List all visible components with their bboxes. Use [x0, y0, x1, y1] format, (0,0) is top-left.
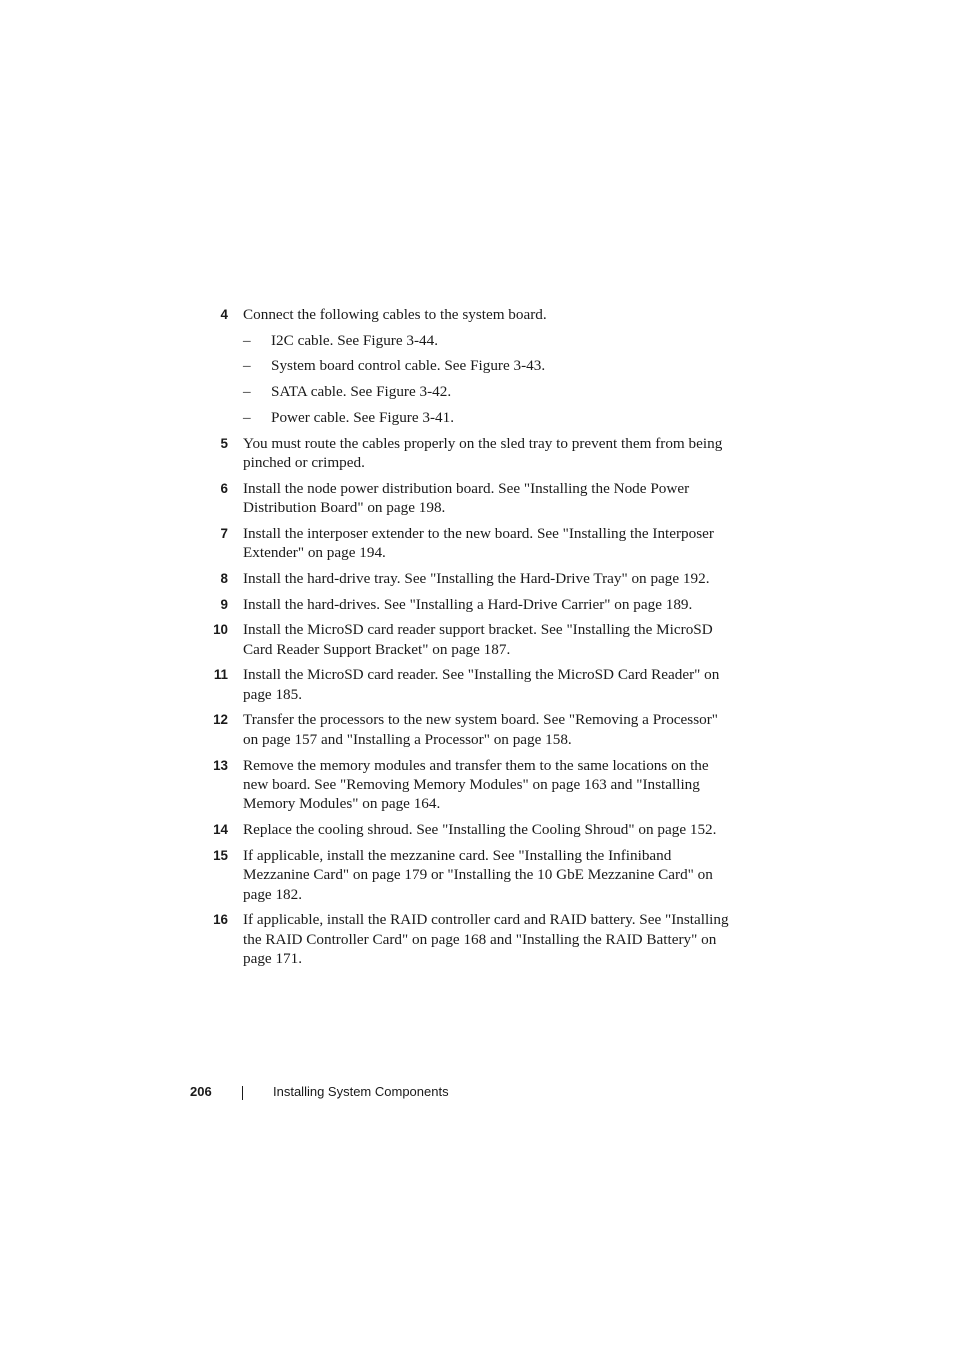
step-number: 8 [220, 570, 228, 586]
step-number: 12 [213, 712, 228, 728]
step-text: Install the MicroSD card reader. See "Installing the MicroSD Card Reader" on page 185. [243, 666, 720, 703]
step-15 [212, 846, 732, 904]
step-number: 11 [213, 667, 228, 683]
step-14 [212, 820, 732, 839]
step-text: Install the hard-drive tray. See "Installing the Hard-Drive Tray" on page 192. [243, 569, 710, 587]
cable-item-text: System board control cable. See Figure 3-43. [271, 357, 546, 375]
step-text: Connect the following cables to the system board. [243, 306, 547, 323]
step-7 [212, 524, 732, 563]
dash-bullet: – [243, 408, 251, 426]
step-number: 16 [213, 912, 228, 928]
cable-item-text: Power cable. See Figure 3-41. [271, 408, 455, 426]
step-number: 13 [213, 757, 228, 773]
cable-item [243, 408, 732, 427]
dash-bullet: – [243, 383, 251, 401]
step-text: You must route the cables properly on the sled tray to prevent them from being pinched or crimped. [243, 434, 723, 471]
page-footer [190, 1084, 610, 1102]
section-title: Installing System Components [273, 1084, 449, 1099]
cable-item [243, 356, 732, 375]
step-10 [212, 620, 732, 659]
cable-item-text: SATA cable. See Figure 3-42. [271, 383, 452, 401]
step-text: If applicable, install the mezzanine card. See "Installing the Infiniband Mezzanine Card" on page 179 or "Installing the 10 GbE Mezzanine Card" on page 182. [243, 846, 713, 903]
dash-bullet: – [243, 357, 251, 375]
step-number: 10 [213, 622, 228, 638]
step-text: Install the node power distribution board. See "Installing the Node Power Distribution Board" on page 198. [243, 479, 690, 517]
step-5 [212, 434, 732, 473]
step-number: 15 [213, 847, 228, 863]
step-number: 9 [220, 596, 228, 612]
dash-bullet: – [243, 331, 251, 349]
step-number: 4 [220, 307, 228, 322]
step-text: Transfer the processors to the new system board. See "Removing a Processor" on page 157 and "Installing a Processor" on page 158. [243, 711, 718, 748]
step-8 [212, 569, 732, 588]
step-6 [212, 479, 732, 518]
cable-item-text: I2C cable. See Figure 3-44. [271, 331, 439, 349]
footer-divider [242, 1086, 243, 1100]
step-11 [212, 665, 732, 704]
cable-item [243, 382, 732, 401]
cable-list [243, 331, 732, 428]
step-16 [212, 910, 732, 968]
step-number: 5 [220, 435, 228, 451]
step-number: 14 [213, 822, 228, 838]
step-text: If applicable, install the RAID controller card and RAID battery. See "Installing the RAID Controller Card" on page 168 and "Installing the RAID Battery" on page 171. [243, 911, 729, 968]
step-9 [212, 595, 732, 614]
page-number: 206 [190, 1084, 212, 1099]
step-text: Install the hard-drives. See "Installing a Hard-Drive Carrier" on page 189. [243, 595, 693, 613]
step-12 [212, 710, 732, 749]
step-4 [212, 305, 732, 427]
step-text: Remove the memory modules and transfer them to the same locations on the new board. See "Removing Memory Modules" on page 163 and "Installing Memory Modules" on page 164. [243, 756, 709, 813]
step-number: 7 [220, 525, 228, 541]
step-text: Install the interposer extender to the new board. See "Installing the Interposer Extender" on page 194. [243, 524, 714, 562]
step-text: Replace the cooling shroud. See "Installing the Cooling Shroud" on page 152. [243, 821, 717, 839]
cable-item [243, 331, 732, 350]
procedure-steps [212, 305, 732, 975]
step-text: Install the MicroSD card reader support bracket. See "Installing the MicroSD Card Reader Support Bracket" on page 187. [243, 621, 713, 658]
step-13 [212, 756, 732, 814]
step-number: 6 [220, 480, 228, 496]
